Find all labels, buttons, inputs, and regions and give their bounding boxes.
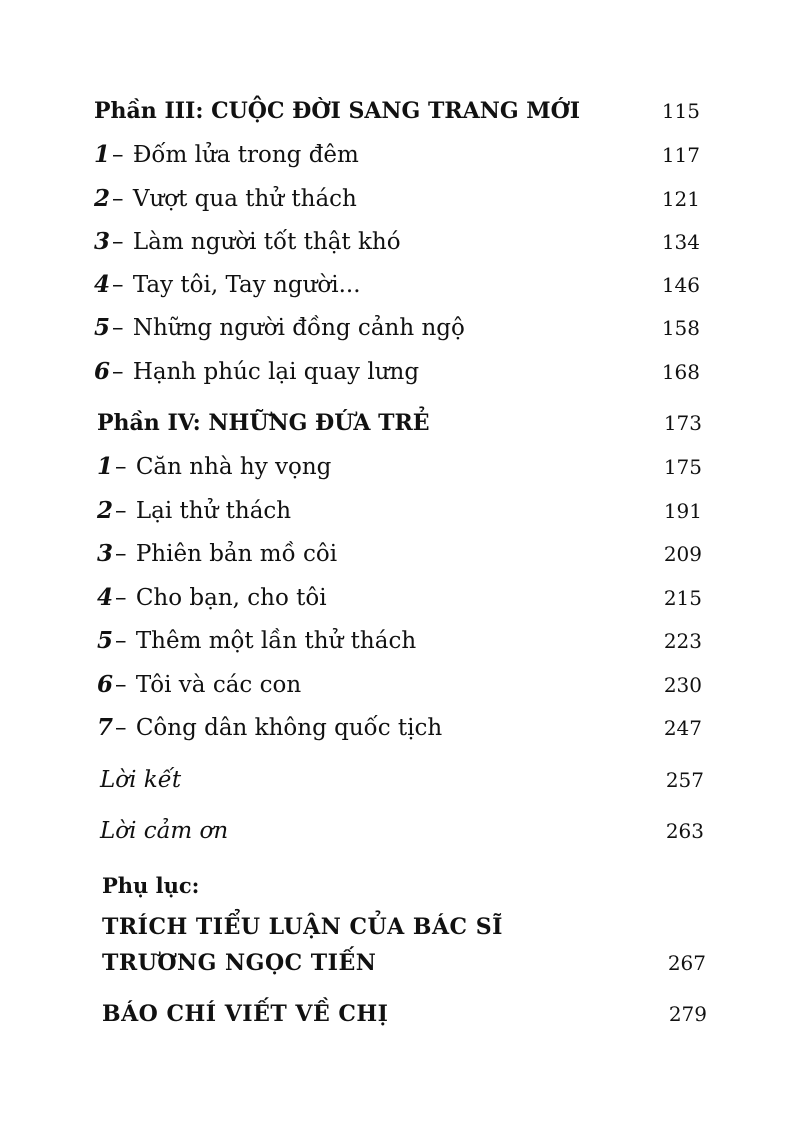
page-number: 173 xyxy=(663,411,702,435)
chapter-title: Đốm lửa trong đêm xyxy=(132,142,359,168)
toc-entry xyxy=(0,668,800,702)
dash: – xyxy=(115,628,127,654)
toc-entry-appendix xyxy=(0,910,800,944)
chapter-title: Hạnh phúc lại quay lưng xyxy=(132,359,420,385)
toc-entry xyxy=(0,225,800,259)
page-number: 168 xyxy=(661,360,700,384)
toc-entry xyxy=(0,268,800,302)
appendix-heading-row xyxy=(0,869,800,903)
page-number: 158 xyxy=(661,316,700,340)
toc-entry xyxy=(0,311,800,345)
appendix-essay-title: TRÍCH TIỂU LUẬN CỦA BÁC SĨ xyxy=(102,914,503,940)
chapter-number: 5 xyxy=(97,627,114,654)
page-number: 121 xyxy=(661,187,700,211)
chapter-title: Phiên bản mồ côi xyxy=(135,541,338,567)
dash: – xyxy=(112,315,124,341)
chapter-number: 4 xyxy=(94,271,111,298)
chapter-number: 6 xyxy=(94,358,111,385)
chapter-number: 5 xyxy=(94,314,111,341)
chapter-title: Làm người tốt thật khó xyxy=(132,229,401,255)
dash: – xyxy=(115,585,127,611)
page-number: 247 xyxy=(663,716,702,740)
chapter-number: 2 xyxy=(94,185,111,212)
chapter-number: 2 xyxy=(97,497,114,524)
dash: – xyxy=(115,498,127,524)
thanks-title: Lời cảm ơn xyxy=(100,818,229,844)
dash: – xyxy=(115,541,127,567)
toc-entry-press xyxy=(0,997,800,1031)
page-number: 146 xyxy=(661,273,700,297)
toc-part-heading xyxy=(0,406,800,440)
chapter-number: 3 xyxy=(97,540,114,567)
dash: – xyxy=(112,142,124,168)
toc-entry-appendix-cont xyxy=(0,946,800,980)
page-number: 209 xyxy=(663,542,702,566)
toc-entry xyxy=(0,581,800,615)
toc-entry xyxy=(0,138,800,172)
chapter-number: 6 xyxy=(97,671,114,698)
toc-entry xyxy=(0,355,800,389)
dash: – xyxy=(115,672,127,698)
toc-entry xyxy=(0,450,800,484)
page-number: 175 xyxy=(663,455,702,479)
chapter-title: Những người đồng cảnh ngộ xyxy=(132,315,465,341)
chapter-title: Căn nhà hy vọng xyxy=(135,454,332,480)
page-number: 191 xyxy=(663,499,702,523)
dash: – xyxy=(112,229,124,255)
page-number: 115 xyxy=(661,99,700,123)
page-number: 267 xyxy=(667,951,706,975)
toc-entry-thanks xyxy=(0,814,800,848)
chapter-number: 7 xyxy=(97,714,114,741)
toc-part-heading xyxy=(0,94,800,128)
part-title: Phần III: CUỘC ĐỜI SANG TRANG MỚI xyxy=(94,98,581,124)
toc-entry xyxy=(0,537,800,571)
appendix-heading: Phụ lục: xyxy=(102,873,200,898)
part-title: Phần IV: NHỮNG ĐỨA TRẺ xyxy=(97,410,430,436)
chapter-title: Tay tôi, Tay người... xyxy=(132,272,361,298)
page-number: 257 xyxy=(665,768,704,792)
chapter-number: 1 xyxy=(94,141,111,168)
epilogue-title: Lời kết xyxy=(100,767,182,793)
chapter-title: Tôi và các con xyxy=(135,672,302,698)
toc-entry xyxy=(0,494,800,528)
toc-entry xyxy=(0,711,800,745)
chapter-number: 3 xyxy=(94,228,111,255)
dash: – xyxy=(115,715,127,741)
toc-entry xyxy=(0,182,800,216)
chapter-number: 1 xyxy=(97,453,114,480)
page-number: 134 xyxy=(661,230,700,254)
toc-entry xyxy=(0,624,800,658)
appendix-essay-author: TRƯƠNG NGỌC TIẾN xyxy=(102,950,377,976)
toc-entry-epilogue xyxy=(0,763,800,797)
dash: – xyxy=(112,272,124,298)
page-number: 230 xyxy=(663,673,702,697)
page-number: 279 xyxy=(668,1002,707,1026)
chapter-title: Lại thử thách xyxy=(135,498,292,524)
page-number: 263 xyxy=(665,819,704,843)
dash: – xyxy=(115,454,127,480)
page-number: 223 xyxy=(663,629,702,653)
chapter-title: Thêm một lần thử thách xyxy=(135,628,417,654)
page-number: 215 xyxy=(663,586,702,610)
dash: – xyxy=(112,186,124,212)
page-number: 117 xyxy=(661,143,700,167)
dash: – xyxy=(112,359,124,385)
chapter-number: 4 xyxy=(97,584,114,611)
chapter-title: Cho bạn, cho tôi xyxy=(135,585,327,611)
chapter-title: Công dân không quốc tịch xyxy=(135,715,443,741)
appendix-press-title: BÁO CHÍ VIẾT VỀ CHỊ xyxy=(102,1001,389,1027)
chapter-title: Vượt qua thử thách xyxy=(132,186,357,212)
